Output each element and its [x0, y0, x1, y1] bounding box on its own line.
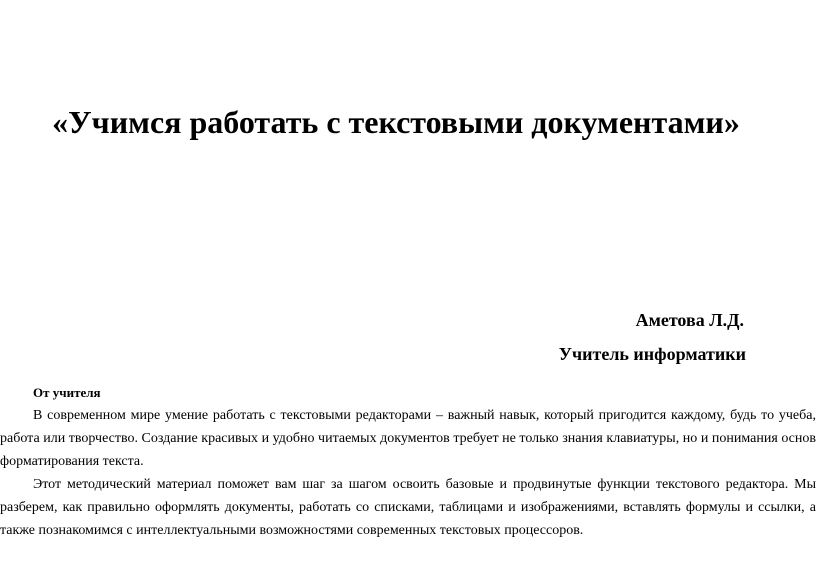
author-block — [559, 303, 746, 371]
section-heading: От учителя — [33, 385, 101, 400]
paragraph-2: Этот методический материал поможет вам шаг за шагом освоить базовые и продвинутые функции текстового редактора. Мы разберем, как правильно оформлять документы, работать со списками, таблицами и изображениями, вставлять формулы и ссылки, а также познакомимся с интеллектуальными возможностями современных текстовых процессоров. — [0, 477, 816, 538]
author-name: Аметова Л.Д. — [635, 310, 744, 330]
document-title: «Учимся работать с текстовыми документами» — [52, 104, 740, 140]
paragraph-1: В современном мире умение работать с текстовыми редакторами – важный навык, который пригодится каждому, будь то учеба, работа или творчество. Создание красивых и удобно читаемых документов требует не только знания клавиатуры, но и понимания основ форматирования текста. — [0, 408, 816, 469]
document-body — [0, 382, 816, 542]
author-role: Учитель информатики — [558, 344, 746, 364]
